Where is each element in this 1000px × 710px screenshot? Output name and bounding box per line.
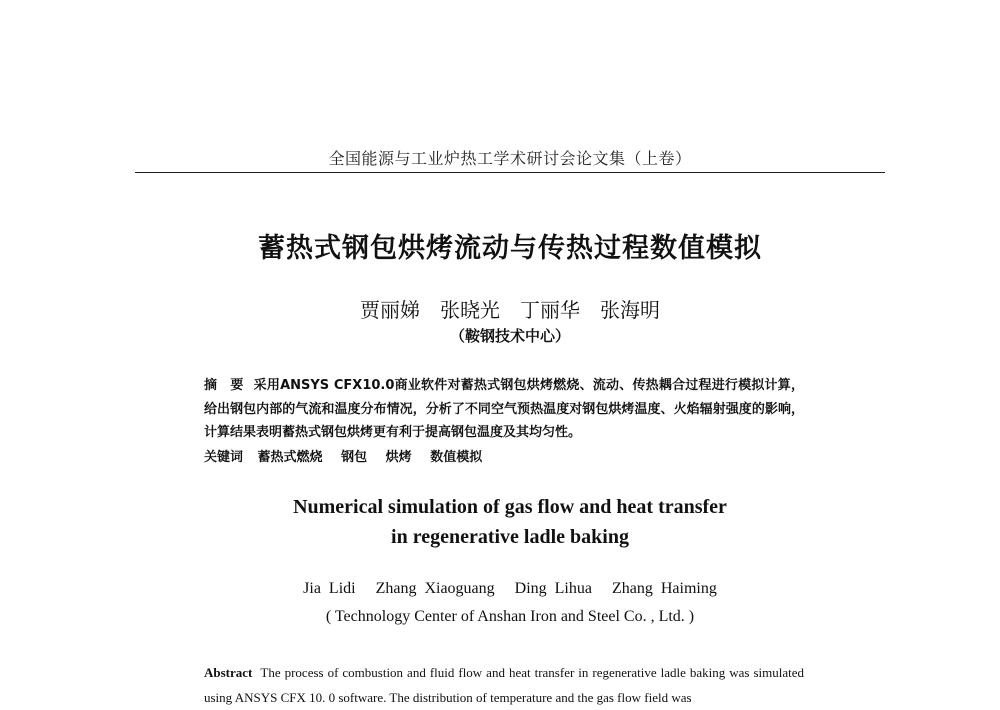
authors-en: [135, 580, 885, 598]
abstract-en-label: Abstract: [204, 665, 253, 680]
affiliation-en: ( Technology Center of Anshan Iron and Steel Co. , Ltd. ): [325, 608, 695, 625]
abstract-cn: [204, 374, 804, 445]
authors-cn: 贾丽娣 张晓光 丁丽华 张海明: [360, 298, 660, 322]
paper-title-en-line2: in regenerative ladle baking: [391, 526, 629, 548]
author-en: Zhang Haiming: [611, 580, 717, 597]
paper-title-en: [135, 492, 885, 552]
keyword-item: 数值模拟: [430, 450, 483, 465]
abstract-en: [204, 660, 804, 710]
keywords-cn: [204, 446, 804, 469]
affiliation-cn: （鞍钢技术中心）: [449, 327, 570, 345]
paper-title-cn: 蓄热式钢包烘烤流动与传热过程数值模拟: [258, 233, 762, 264]
keyword-item: 钢包: [341, 450, 368, 465]
paper-title-en-line1: Numerical simulation of gas flow and heat transfer: [293, 496, 727, 518]
abstract-cn-text: 采用ANSYS CFX10.0商业软件对蓄热式钢包烘烤燃烧、流动、传热耦合过程进行模拟计算，给出钢包内部的气流和温度分布情况，分析了不同空气预热温度对钢包烘烤温度、火焰辐射强度的影响，计算结果表明蓄热式钢包烘烤更有利于提高钢包温度及其均匀性。: [204, 378, 804, 440]
keywords-cn-label: 关键词: [204, 450, 244, 465]
keyword-item: 烘烤: [385, 450, 412, 465]
abstract-en-text: The process of combustion and fluid flow and heat transfer in regenerative ladle baking was simulated using ANSYS CFX 10. 0 software. The distribution of temperature and the gas flow field was: [204, 665, 804, 705]
keyword-item: 蓄热式燃烧: [257, 450, 323, 465]
header-rule: [135, 172, 885, 173]
author-en: Ding Lihua: [514, 580, 592, 597]
abstract-cn-label: 摘 要: [204, 378, 244, 393]
running-header: 全国能源与工业炉热工学术研讨会论文集（上卷）: [328, 149, 692, 168]
author-en: Zhang Xiaoguang: [375, 580, 495, 597]
author-en: Jia Lidi: [303, 580, 356, 597]
